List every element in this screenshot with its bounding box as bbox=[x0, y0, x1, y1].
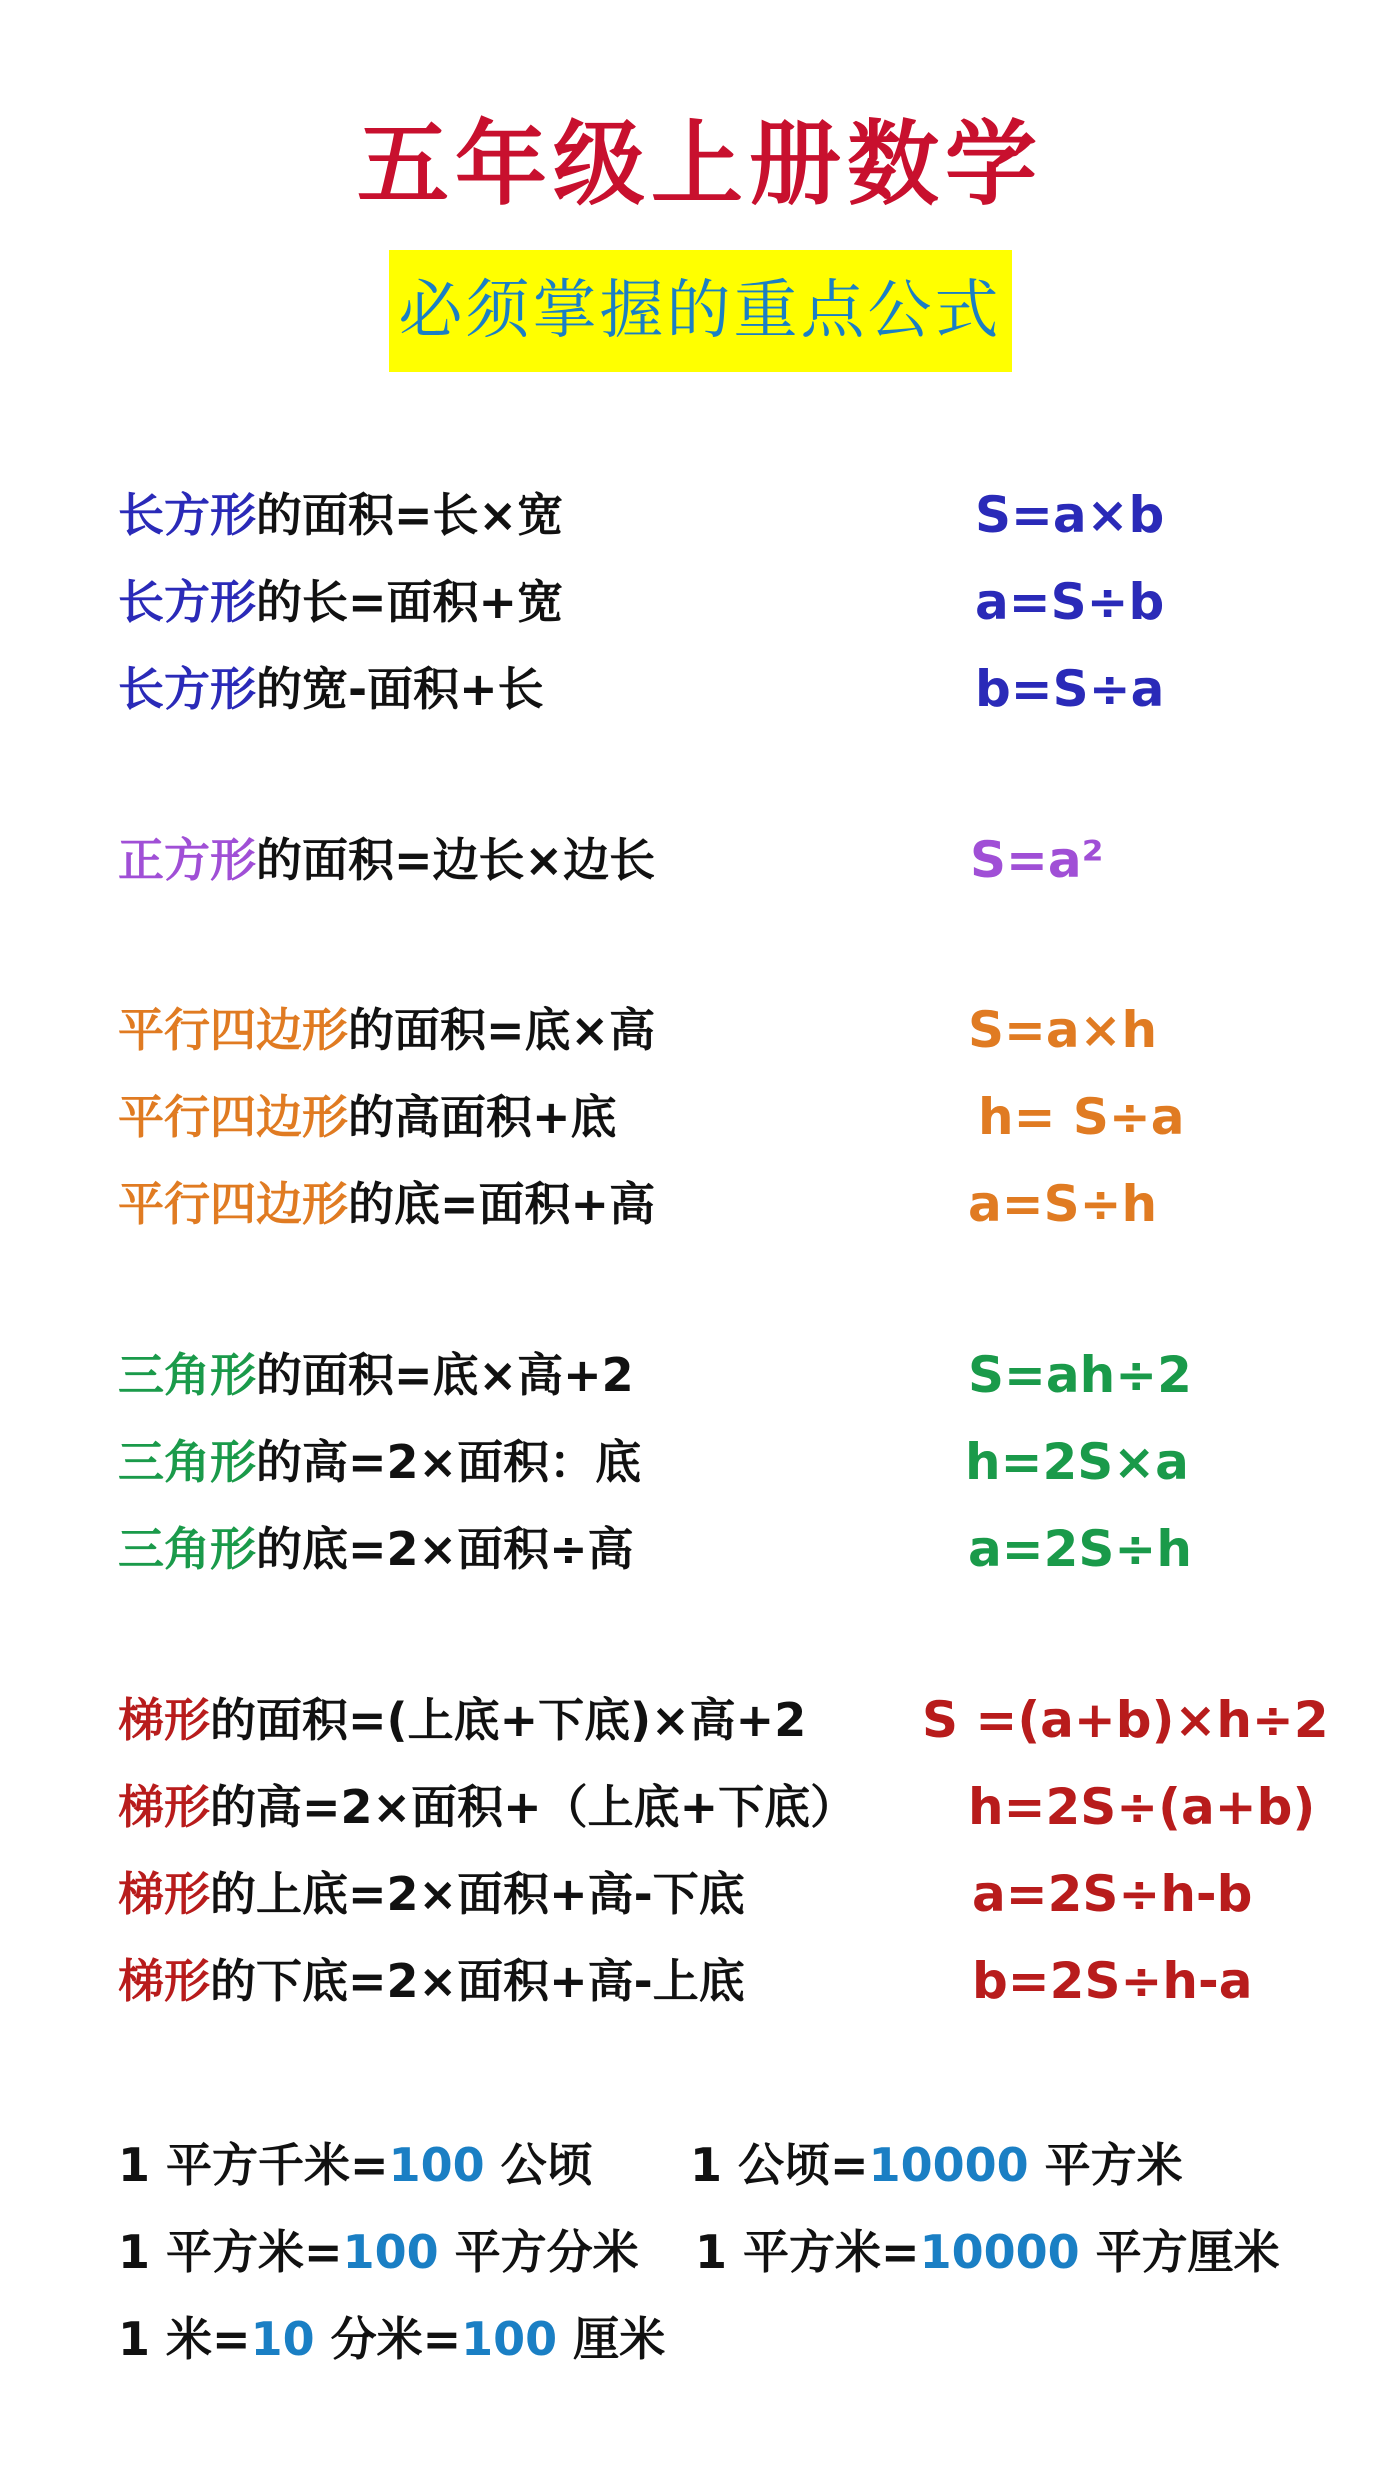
unit-row bbox=[0, 2125, 1400, 2205]
unit-row bbox=[0, 2299, 1400, 2379]
formula-text: 的面积=边长×边长 bbox=[256, 833, 656, 887]
conversion-text: 平方米 bbox=[1028, 2138, 1183, 2192]
formula-symbolic: h= S÷a bbox=[978, 1088, 1185, 1146]
subtitle-banner bbox=[0, 250, 1400, 372]
shape-name: 平行四边形 bbox=[118, 1090, 348, 1144]
shape-name: 梯形 bbox=[118, 1867, 210, 1921]
formula-description bbox=[118, 1422, 641, 1502]
unit-conversion bbox=[118, 2125, 593, 2205]
formula-symbolic: a=S÷b bbox=[975, 573, 1165, 631]
formula-text: 的宽-面积+长 bbox=[256, 662, 544, 716]
formula-description bbox=[118, 475, 563, 555]
formula-text: 的面积=底×高 bbox=[348, 1003, 656, 1057]
formula-text: 的底=面积+高 bbox=[348, 1177, 656, 1231]
formula-description bbox=[118, 562, 563, 642]
formula-symbolic: h=2S×a bbox=[965, 1433, 1189, 1491]
formula-description bbox=[118, 1854, 745, 1934]
formula-description bbox=[118, 1680, 806, 1760]
formula-text: 的底=2×面积÷高 bbox=[256, 1522, 634, 1576]
page-title: 五年级上册数学 bbox=[356, 111, 1043, 218]
formula-text: 的面积=(上底+下底)×高+2 bbox=[210, 1693, 807, 1747]
shape-name: 梯形 bbox=[118, 1780, 210, 1834]
conversion-text: 平方分米 bbox=[438, 2225, 639, 2279]
shape-name: 三角形 bbox=[118, 1348, 256, 1402]
conversion-number: 100 bbox=[388, 2138, 485, 2192]
formula-row bbox=[0, 475, 1400, 555]
conversion-number: 10 bbox=[250, 2312, 315, 2366]
conversion-text: 1 平方米= bbox=[695, 2225, 920, 2279]
unit-conversion bbox=[690, 2125, 1183, 2205]
formula-description bbox=[118, 820, 655, 900]
formula-row bbox=[0, 1335, 1400, 1415]
shape-name: 梯形 bbox=[118, 1693, 210, 1747]
formula-text: 的上底=2×面积+高-下底 bbox=[210, 1867, 745, 1921]
formula-symbolic: S=a×b bbox=[975, 486, 1165, 544]
conversion-text: 公顷 bbox=[484, 2138, 593, 2192]
formula-description bbox=[118, 1164, 655, 1244]
formula-symbolic: a=S÷h bbox=[968, 1175, 1158, 1233]
conversion-number: 100 bbox=[461, 2312, 558, 2366]
formula-row bbox=[0, 1077, 1400, 1157]
subtitle: 必须掌握的重点公式 bbox=[389, 250, 1012, 372]
conversion-number: 10000 bbox=[868, 2138, 1029, 2192]
unit-conversion bbox=[118, 2299, 665, 2379]
formula-description bbox=[118, 649, 544, 729]
formula-row bbox=[0, 649, 1400, 729]
formula-symbolic: b=2S÷h-a bbox=[972, 1952, 1253, 2010]
formula-description bbox=[118, 1509, 634, 1589]
shape-name: 长方形 bbox=[118, 662, 256, 716]
formula-symbolic: S=a×h bbox=[968, 1001, 1158, 1059]
unit-conversion bbox=[118, 2212, 639, 2292]
formula-symbolic: b=S÷a bbox=[975, 660, 1165, 718]
conversion-text: 1 平方千米= bbox=[118, 2138, 389, 2192]
formula-text: 的面积=底×高+2 bbox=[256, 1348, 634, 1402]
formula-symbolic: a=2S÷h bbox=[968, 1520, 1192, 1578]
conversion-text: 分米= bbox=[314, 2312, 462, 2366]
shape-name: 长方形 bbox=[118, 488, 256, 542]
formula-row bbox=[0, 1854, 1400, 1934]
formula-row bbox=[0, 1941, 1400, 2021]
shape-name: 长方形 bbox=[118, 575, 256, 629]
shape-name: 三角形 bbox=[118, 1522, 256, 1576]
conversion-number: 100 bbox=[342, 2225, 439, 2279]
formula-text: 的高面积+底 bbox=[348, 1090, 617, 1144]
shape-name: 平行四边形 bbox=[118, 1177, 348, 1231]
conversion-text: 平方厘米 bbox=[1079, 2225, 1280, 2279]
formula-row bbox=[0, 562, 1400, 642]
unit-conversion bbox=[695, 2212, 1280, 2292]
shape-name: 正方形 bbox=[118, 833, 256, 887]
conversion-text: 1 平方米= bbox=[118, 2225, 343, 2279]
formula-row bbox=[0, 1767, 1400, 1847]
formula-row bbox=[0, 1509, 1400, 1589]
formula-description bbox=[118, 1941, 745, 2021]
formula-row bbox=[0, 1164, 1400, 1244]
conversion-text: 1 米= bbox=[118, 2312, 251, 2366]
formula-text: 的高=2×面积+（上底+下底） bbox=[210, 1780, 857, 1834]
formula-description bbox=[118, 990, 655, 1070]
formula-description bbox=[118, 1077, 617, 1157]
formula-symbolic: S =(a+b)×h÷2 bbox=[922, 1691, 1329, 1749]
formula-symbolic: h=2S÷(a+b) bbox=[968, 1778, 1316, 1836]
conversion-number: 10000 bbox=[919, 2225, 1080, 2279]
formula-row bbox=[0, 1680, 1400, 1760]
shape-name: 平行四边形 bbox=[118, 1003, 348, 1057]
conversion-text: 1 公顷= bbox=[690, 2138, 869, 2192]
formula-symbolic: S=ah÷2 bbox=[968, 1346, 1192, 1404]
conversion-text: 厘米 bbox=[557, 2312, 666, 2366]
formula-symbolic: a=2S÷h-b bbox=[972, 1865, 1253, 1923]
formula-row bbox=[0, 1422, 1400, 1502]
shape-name: 三角形 bbox=[118, 1435, 256, 1489]
formula-description bbox=[118, 1767, 856, 1847]
formula-description bbox=[118, 1335, 634, 1415]
formula-text: 的长=面积+宽 bbox=[256, 575, 564, 629]
unit-row bbox=[0, 2212, 1400, 2292]
formula-text: 的高=2×面积：底 bbox=[256, 1435, 642, 1489]
formula-text: 的下底=2×面积+高-上底 bbox=[210, 1954, 745, 2008]
formula-row bbox=[0, 990, 1400, 1070]
formula-text: 的面积=长×宽 bbox=[256, 488, 564, 542]
formula-symbolic: S=a² bbox=[970, 831, 1104, 889]
formula-row bbox=[0, 820, 1400, 900]
shape-name: 梯形 bbox=[118, 1954, 210, 2008]
